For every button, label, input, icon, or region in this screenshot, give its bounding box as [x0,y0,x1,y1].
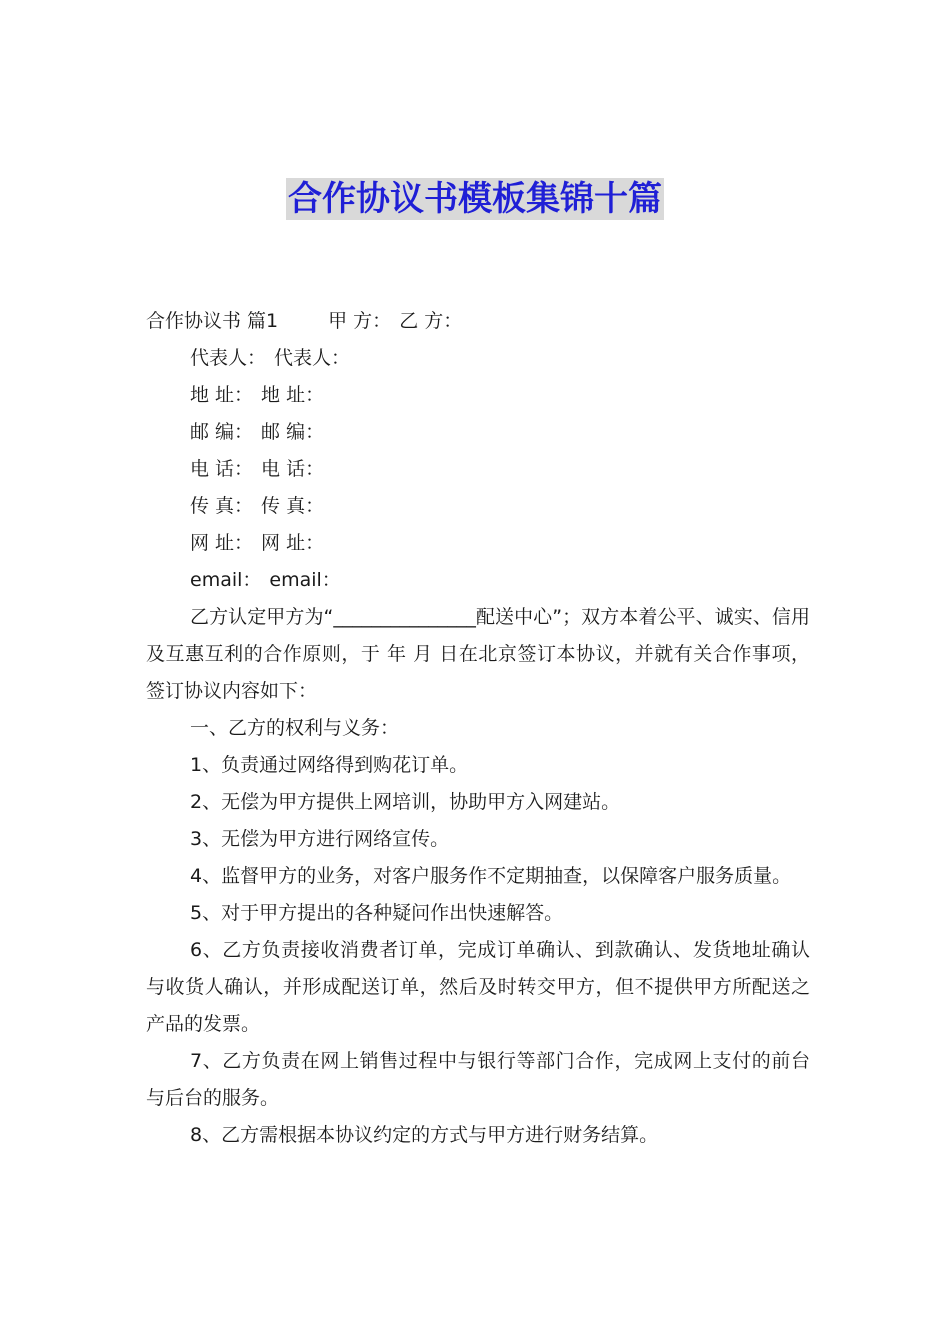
field-b-label: 电 话： [261,458,325,480]
field-b-label: 邮 编： [261,421,325,443]
document-title: 合作协议书模板集锦十篇 [288,179,662,219]
clause-paragraph: 7、乙方负责在网上销售过程中与银行等部门合作，完成网上支付的前台与后台的服务。 [146,1050,810,1109]
field-b-label: email： [269,569,341,591]
clause-paragraph: 8、乙方需根据本协议约定的方式与甲方进行财务结算。 [190,1124,659,1146]
field-b-label: 地 址： [261,384,325,406]
field-a-label: 传 真： [190,495,254,517]
party-b-label: 乙 方： [399,310,463,332]
clause-paragraph: 3、无偿为甲方进行网络宣传。 [190,828,450,850]
section-heading: 一、乙方的权利与义务： [190,717,400,739]
field-a-label: 地 址： [190,384,254,406]
field-b-label: 传 真： [261,495,325,517]
agreement-label: 合作协议书 篇1 [146,310,279,332]
party-a-label: 甲 方： [328,310,392,332]
document-body [146,303,810,1154]
clause-paragraph: 2、无偿为甲方提供上网培训，协助甲方入网建站。 [190,791,621,813]
field-b-label: 代表人： [274,347,351,369]
clause-paragraph: 5、对于甲方提出的各种疑问作出快速解答。 [190,902,564,924]
title-container [0,178,950,220]
field-row-fax [146,488,810,525]
field-a-label: 代表人： [190,347,267,369]
party-header-line [146,303,810,340]
field-row-address [146,377,810,414]
field-a-label: 邮 编： [190,421,254,443]
intro-paragraph: 乙方认定甲方为“_______________配送中心”；双方本着公平、诚实、信用及互惠互利的合作原则，于 年 月 日在北京签订本协议，并就有关合作事项，签订协议内容如下： [146,606,810,702]
field-b-label: 网 址： [261,532,325,554]
field-a-label: 电 话： [190,458,254,480]
clause-paragraph: 4、监督甲方的业务，对客户服务作不定期抽查，以保障客户服务质量。 [190,865,792,887]
clause-paragraph: 1、负责通过网络得到购花订单。 [190,754,469,776]
field-row-representative [146,340,810,377]
field-a-label: email： [190,569,262,591]
clause-paragraph: 6、乙方负责接收消费者订单，完成订单确认、到款确认、发货地址确认与收货人确认，并形成配送订单，然后及时转交甲方，但不提供甲方所配送之产品的发票。 [146,939,810,1035]
field-row-postcode [146,414,810,451]
field-row-phone [146,451,810,488]
field-a-label: 网 址： [190,532,254,554]
field-row-website [146,525,810,562]
field-row-email [146,562,810,599]
